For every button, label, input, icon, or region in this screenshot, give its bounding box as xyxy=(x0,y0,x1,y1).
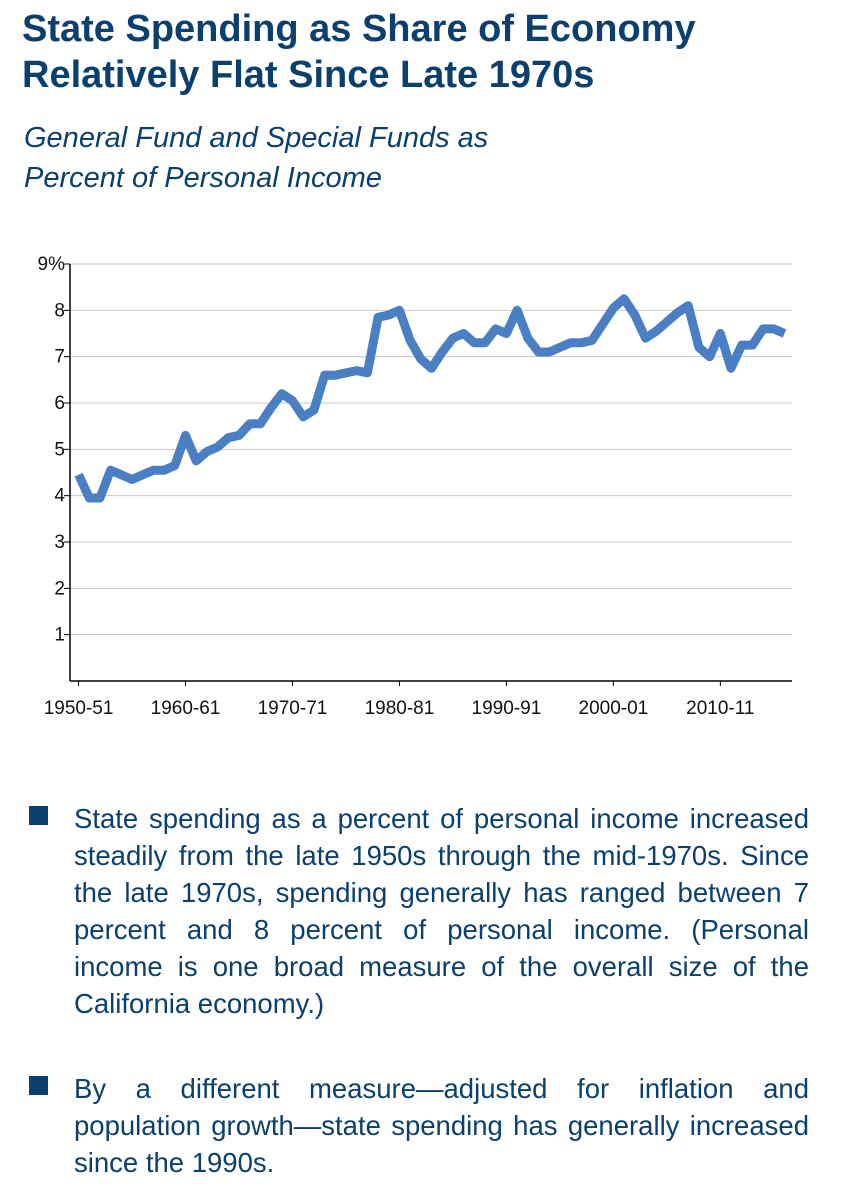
bullet-text-2: By a different measure—adjusted for inflation and population growth—state spending has generally increased since the 1990s. xyxy=(74,1073,809,1178)
line-chart xyxy=(0,240,845,730)
chart-title-line-2: Relatively Flat Since Late 1970s xyxy=(22,54,595,96)
x-tick-label: 1970-71 xyxy=(257,698,328,719)
bullet-square-icon xyxy=(29,806,48,825)
y-tick-label: 4 xyxy=(54,485,65,507)
chart-title-line-1: State Spending as Share of Economy xyxy=(22,8,696,50)
bullet-text-1: State spending as a percent of personal income increased steadily from the late 1950s through the mid-1970s. Since the late 1970s, spending generally has ranged between 7 percent and 8 percent of personal income. (Personal income is one broad measure of the overall size of the California economy.) xyxy=(74,803,809,1019)
y-tick-label: 3 xyxy=(54,532,65,553)
x-tick-label: 1960-61 xyxy=(150,698,221,719)
series-line xyxy=(79,299,785,498)
bullet-square-icon xyxy=(29,1076,48,1095)
y-tick-label: 8 xyxy=(54,300,65,322)
x-tick-label: 1980-81 xyxy=(364,698,435,719)
bullet-point-2 xyxy=(29,1070,809,1181)
y-tick-label: 9% xyxy=(37,254,65,275)
x-tick-label: 1990-91 xyxy=(471,698,542,719)
x-tick-label: 2010-11 xyxy=(686,698,755,719)
chart-subtitle-line-1: General Fund and Special Funds as xyxy=(24,122,489,154)
y-tick-label: 2 xyxy=(54,578,65,600)
y-tick-label: 6 xyxy=(54,393,65,414)
x-tick-label: 2000-01 xyxy=(578,698,649,719)
y-tick-label: 5 xyxy=(54,439,65,461)
y-tick-label: 1 xyxy=(54,624,65,646)
x-tick-label: 1950-51 xyxy=(43,698,114,719)
y-tick-label: 7 xyxy=(54,346,65,368)
bullet-point-1 xyxy=(29,800,809,1022)
chart-subtitle xyxy=(24,118,488,198)
chart-title xyxy=(22,6,696,98)
chart-subtitle-line-2: Percent of Personal Income xyxy=(24,162,382,194)
